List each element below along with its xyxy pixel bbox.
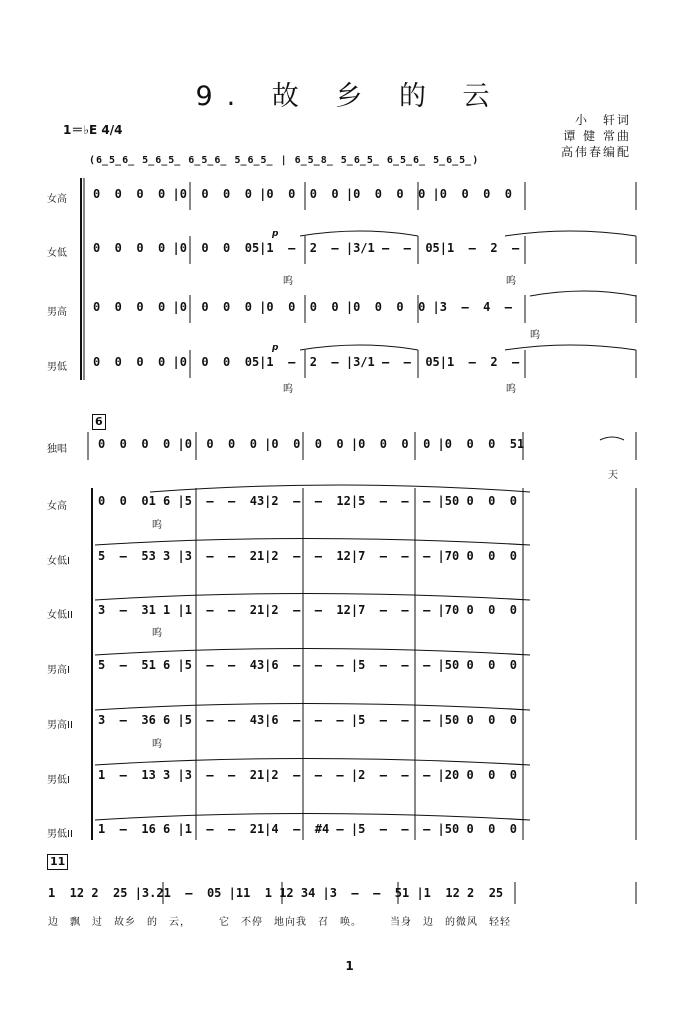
rehearsal-mark: 11 (47, 854, 68, 870)
notes-line: 5 – 51 6 |5 – – 43|6 – – – |5 – – – |50 0 0 0 (98, 658, 518, 672)
notes-line: 3 – 31 1 |1 – – 21|2 – – 12|7 – – – |70 0 0 0 (98, 603, 518, 617)
notes-line: 1 – 16 6 |1 – – 21|4 – #4 – |5 – – – |50 0 0 0 (98, 822, 518, 836)
part-label: 男低I (47, 775, 70, 786)
credit-arrange: 高伟春编配 (560, 145, 631, 159)
part-label: 女低 (47, 248, 67, 259)
intro-line: (6̲5̲6̲ 5̲6̲5̲ 6̲5̲6̲ 5̲6̲5̲ | 6̲5̲8̲ 5̲6̲5̲ 6̲5̲6̲ 5̲6̲5̲) (89, 155, 480, 166)
notes-line: 0 0 01 6 |5 – – 43|2 – – 12|5 – – – |50 0 0 0 (98, 494, 518, 508)
credit-music: 谭 健 常曲 (563, 129, 631, 143)
notes-line: 0 0 0 0 |0 0 0 0 |0 0 0 0 |0 0 0 0 |3 – 4 – (93, 300, 513, 314)
lyric: 呜 (152, 520, 162, 531)
notes-line: 0 0 0 0 |0 0 0 05|1 – 2 – |3/1 – – 05|1 – 2 – (93, 241, 520, 255)
dynamic-mark: p (272, 343, 279, 353)
notes-line: 0 0 0 0 |0 0 0 05|1 – 2 – |3/1 – – 05|1 – 2 – (93, 355, 520, 369)
part-label: 男高I (47, 665, 70, 676)
part-label: 男高II (47, 720, 73, 731)
lyric-line: 边 飘 过 故乡 的 云， 它 不停 地向我 召 唤。 当身 边 的微风 轻轻 (48, 917, 511, 928)
lyric: 呜 (506, 384, 516, 395)
part-label: 男高 (47, 307, 67, 318)
notes-line: 3 – 36 6 |5 – – 43|6 – – – |5 – – – |50 0 0 0 (98, 713, 518, 727)
notes-line: 1 12 2 25 |3.21 – 05 |11 1 12 34 |3 – – 51 |1 12 2 25 (48, 886, 504, 900)
lyric: 天 (608, 470, 618, 481)
notes-line: 0 0 0 0 |0 0 0 0 |0 0 0 0 |0 0 0 0 |0 0 0 0 (93, 187, 513, 201)
dynamic-mark: p (272, 229, 279, 239)
rehearsal-mark: 6 (92, 414, 106, 430)
part-label: 男低II (47, 829, 73, 840)
part-label: 女高 (47, 194, 67, 205)
lyric: 呜 (506, 276, 516, 287)
page-title: 9. 故 乡 的 云 (195, 81, 504, 112)
notes-line: 1 – 13 3 |3 – – 21|2 – – – |2 – – – |20 0 0 0 (98, 768, 518, 782)
lyric: 呜 (530, 330, 540, 341)
credit-lyrics: 小 轩词 (574, 113, 631, 127)
notes-line: 5 – 53 3 |3 – – 21|2 – – 12|7 – – – |70 0 0 0 (98, 549, 518, 563)
lyric: 呜 (283, 276, 293, 287)
page-number: 1 (345, 959, 354, 973)
part-label: 男低 (47, 362, 67, 373)
part-label: 独唱 (47, 444, 67, 455)
key-signature: 1＝♭E 4/4 (63, 123, 123, 137)
part-label: 女低II (47, 610, 73, 621)
lyric: 呜 (283, 384, 293, 395)
part-label: 女高 (47, 501, 67, 512)
part-label: 女低I (47, 556, 70, 567)
lyric: 呜 (152, 739, 162, 750)
notes-line: 0 0 0 0 |0 0 0 0 |0 0 0 0 |0 0 0 0 |0 0 0 51 (98, 437, 525, 451)
lyric: 呜 (152, 628, 162, 639)
